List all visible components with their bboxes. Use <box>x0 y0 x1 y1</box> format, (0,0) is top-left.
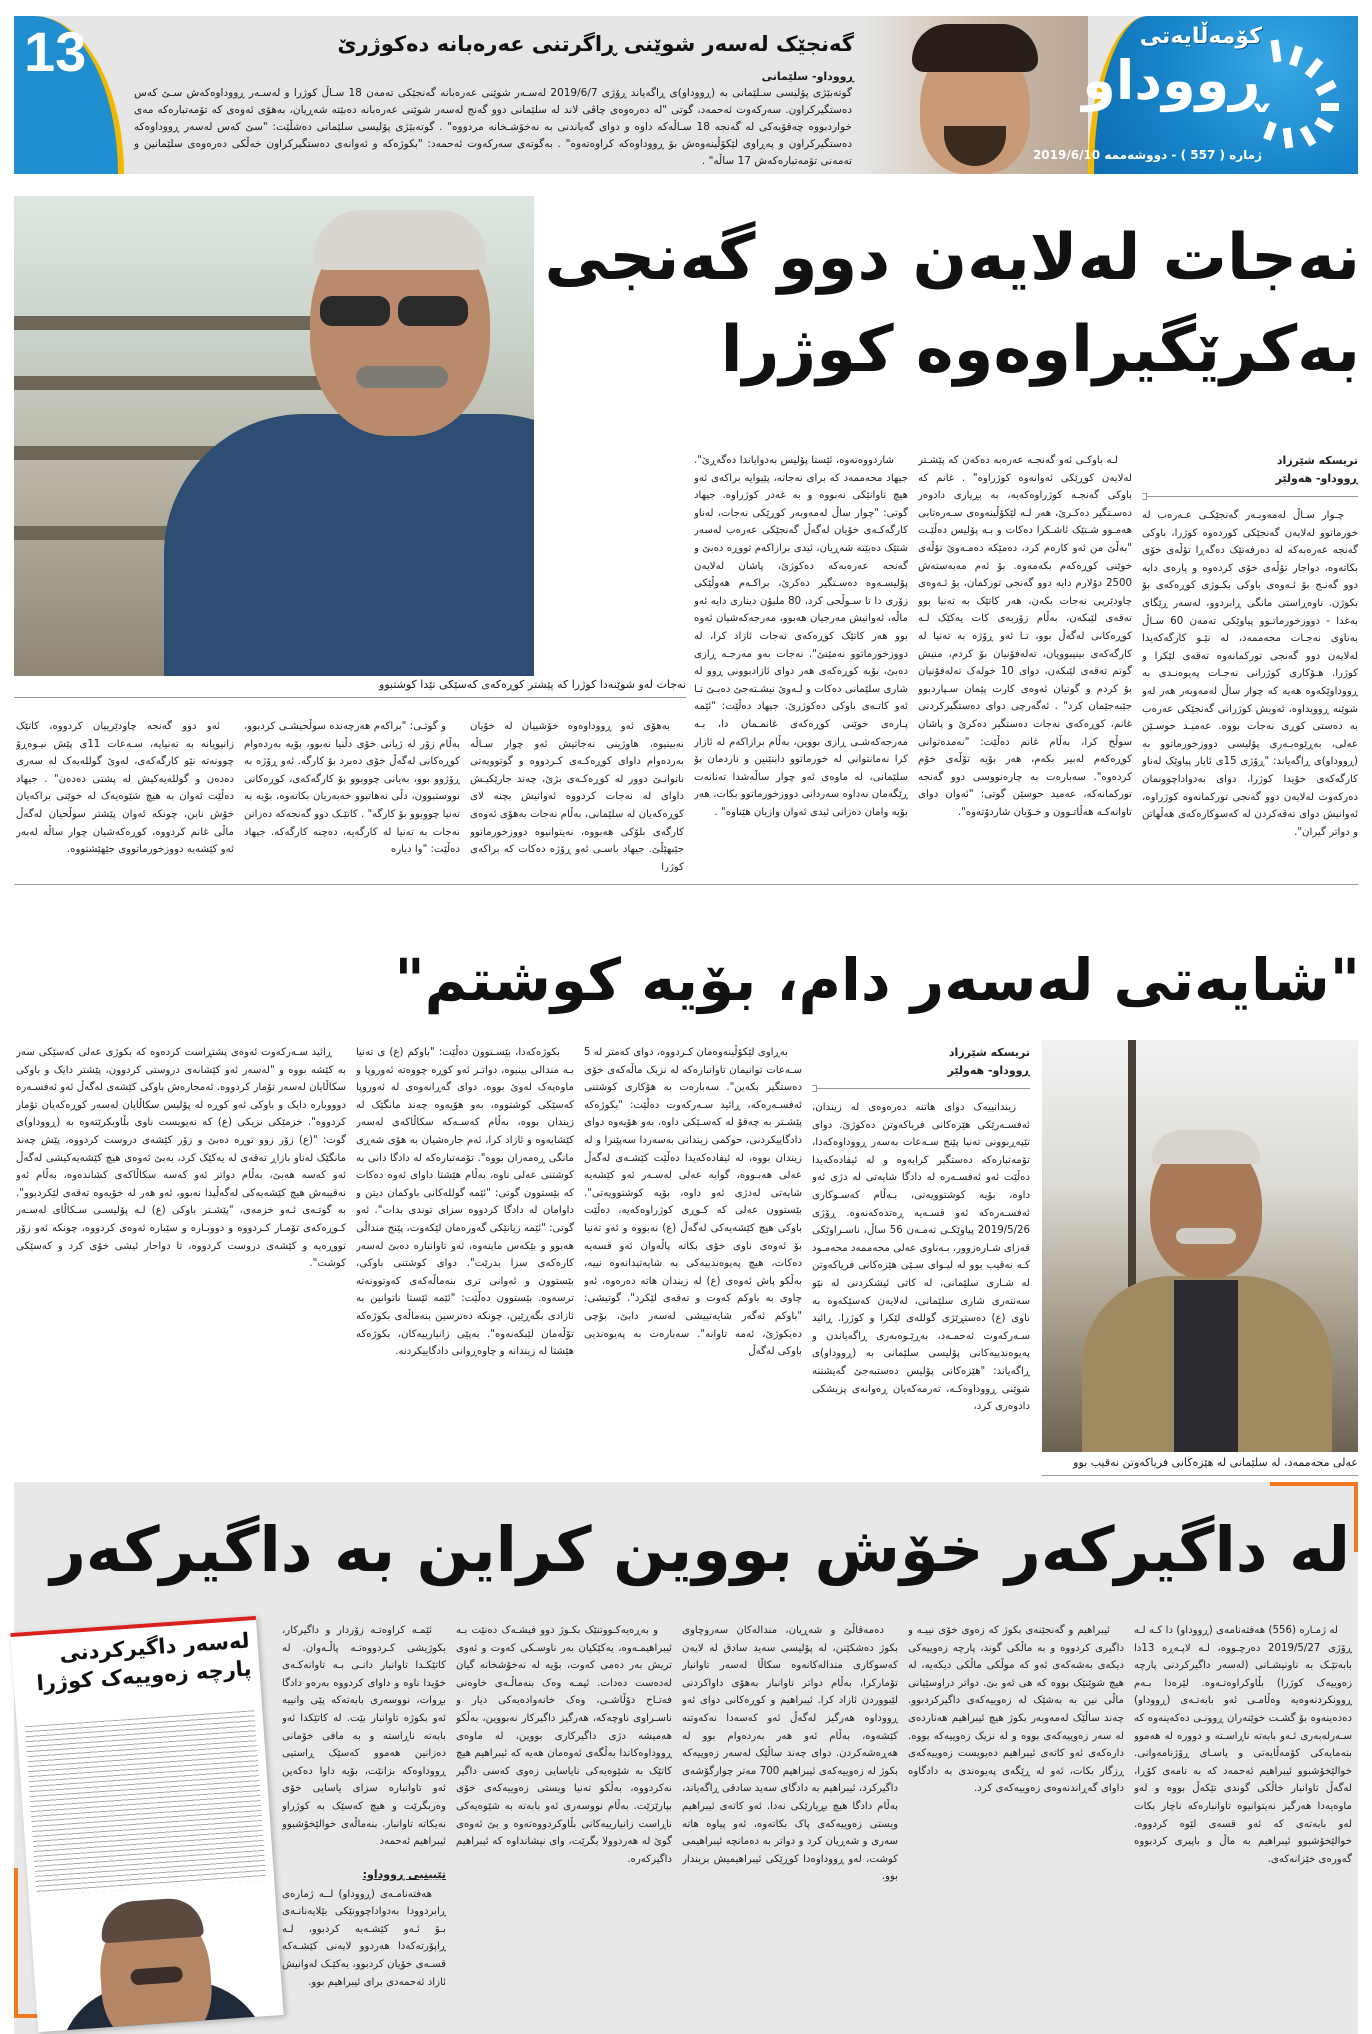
article2-photo-caption: عەلی محەممەد، لە سلێمانی لە هێزەکانی فریاکەوتن نەقیب بوو <box>1042 1456 1358 1476</box>
article3-text: ئیبراهیم و گەنجێنەی بکوژ کە زەوی خۆی نییـە و داگیری کردووە و بە ماڵکی گوند، پارچە زەوییەکی دیکەی بەشەکەی ئەو کە موڵکی ماڵکی دیکەیە، لە هیچ شوێنێک بووە کە هی ئەو بێ. دواتر دراوسێیانی ماڵی نین بە بەشێک لە زەوییەکەی داگیرکردبوو. چەند ساڵێک لەمەوبەر بکوژ هیچ ئیبراهیم هەناردەی لە سەر زەوییەکەی بووە و لە نزیک زەوییەکە بووە. دارەکەی ئەو کاتەی ئیبراهیم دەیویست زەوییەکەی ڕزگار بکات، ئەو لە ڕێگەی پەیوەندی بە دادگاوە داوای گەڕاندنەوەی زەوییەکەی کرد. <box>908 1625 1124 1795</box>
photo-shirt <box>1174 1280 1238 1452</box>
article3-column-3 <box>682 1622 898 2026</box>
article1-headline-line1: نەجات لەلایەن دوو گەنجی <box>544 221 1360 295</box>
photo-mustache <box>1176 1228 1236 1244</box>
article3-text: ئێمـە کراوەتـە زۆردار و داگیرکار، بکوژیشی کـردووەتـە پاڵـەوان. لە کاتێکـدا تاوانبار دانـی بـە تاوانەکـەی خۆیدا ناوە و داوای کردووە بەرەو دادگا بڕوات، نووسەری بابەتەکە پێی وانییە ئەو بکوژە تاوانبار بێت. لە کاتێکدا ئەو بابەتە ناڕاستە و بە مافی خۆمانی دەزانین هەموو کەسێک ڕاستیی ڕووداوەکە بزانێت، بۆیە داوا دەکەین ئەو تاوانبارە سزای یاسایی خۆی وەربگرێت و هیچ کەسێک بە کوژراو نەیکاتە تاوانبار. بنەماڵەی خوالێخۆشبوو ئیبراهیم ئەحمەد <box>282 1625 446 1848</box>
article2-column-4 <box>16 1044 346 1464</box>
photo-bench <box>14 376 344 390</box>
article3-text: دەمەقاڵێ و شەڕیان، مندالەکان سەروچاوی بکوژ دەشکێنن، لە پۆلیسی سەید سادق لە لایەن کەسوکاری مندالەکانەوە سکاڵا لەسەر تاوانبار تۆمارکرا، بەڵام دواتر تاوانبار بەهۆی داواکردنی لێبووردن ئازاد کرا. ئیبراهیم و کوڕەکانی دوای ئەو ڕووداوە هەرگیز لەگەڵ ئەو کەسەدا نەکەوتنە کێشەوە، بەڵام ئەو هەر بەردەوام بوو لە هەڕەشەکردن. دوای چەند ساڵێک لەسەر زەوییەکە بکوژ لە زەوییەکەی ئیبراهیم 700 مەتر چوارگۆشەی داگیرکرد، ئیبراهیم بە دادگای سەید سادقی ڕاگەیاند، بەڵام دادگا هیچ بڕیارێکی نەدا. ئەو کاتەی ئیبراهیم ویستی زەوییەکەی پاک بکاتەوە، ئەو پیاوە هاتە سەری و شەڕیان کرد و دواتر بە دەمانچە ئیبراهیمی کوشت، لەو ڕووداوەدا کوڕێکی ئیبراهیمیش بریندار بوو. <box>682 1625 898 1883</box>
article2-photo-ali <box>1042 1040 1358 1452</box>
previous-article-clipping <box>10 1616 283 2032</box>
page-number-tab <box>14 16 124 174</box>
article2-text: بەڕاوی لێکۆڵینەوەمان کـردووە، دوای کەمتر لە 5 سـەعات توانیمان تاوانبارەکە لە نزیک ماڵەکەی خۆی دەستگیر بکەین". سەبارەت بە هۆکاری کوشتنی ئەفسـەرەکە، ڕائید سـەرکەوت دەڵێت: "بکوژەکە پێشـتر بە چەقۆ لە کەسـێکی داوە، بەو هۆیەوە دوای دادگاییکردنی، حوکمی زیندانی بەسەردا سەپێنرا و لە زیندان بووە، لە ئیفادەکەیدا دەڵێت کێشـەی لەگەڵ عەلی هەبـووە، گوایە عەلی لەسـەر ئەو کێشەیە شایەتی لەدژی ئەو داوە، بۆیە کوشتوویەتی". بێستوون عەلی کە کـوڕی کوژراوەکەیە، دەڵێت باوکی هیچ کێشەیەکی لەگەڵ (ع) نەبووە و ئەو تەنیا بۆ ئەوەی ناوی خۆی بکاتە پاڵەوان ئەو قسەیە دەکات، هیچ پەیوەندییەکی بە شایەتیدانەوە نییە، بەڵکو پاش ئەوەی (ع) لە زیندان هاتە دەرەوە، ئەو چاوی بە باوکم کەوت و تەقەی لێکرد". گوتیشی: "باوکم ئەگەر شایەتییشی لەسەر دابێ، بۆچی دەیکوژێ، ئەمە تاوانە". سەبارەت بە پەیوەندیی باوکی لەگەڵ <box>584 1047 802 1358</box>
byline-divider <box>812 1088 1030 1089</box>
article1-column-4 <box>470 718 684 872</box>
article1-byline-name: تریسکە شێرزاد <box>1276 454 1358 467</box>
article3-text: لە ژمـارە (556) هەفتەنامەی (ڕووداو) دا کـە لـە ڕۆژی 2019/5/27 دەرچـووە، لـە لاپـەڕە 13دا بابەتێـک بە ناونیشـانی (لەسەر داگیرکردنی پارچە زەوییەک کوژرا) بڵاوکراوەتـەوە. لێرەدا بـەم ڕوونکردنەوەیە وەڵامـی ئەو بابەتـەی (ڕووداو) دەدەینەوە بۆ گشـت خوێنەران ڕوونـی دەکەینەوە کە سـەرلەبەری ئـەو بابەتە ناڕاسـتە و دوورە لە هەموو بنەمایەکی کۆمەڵایەتی و یاسـای ڕۆژنامەوانی. خوالێخۆشبوو ئیبراهیم ئەحمەد کە بە نامەی کۆڕا، لەگەڵ تاوانبار خاڵکی گوندی تێکەڵ بووە و لەو ماوەیەدا هەرگیز نەیتوانیوە تاوانبارەکە ناچار بکات لەو بابەتەی کە ئەو قسەی لێوە کردووە. خوالێخۆشبوو ئیبراهیم بە ماڵ و باپیری کردبووە گەورەی خێزانەکەی. <box>1134 1625 1352 1865</box>
article3-column-4 <box>456 1622 672 2026</box>
article1-headline-line2: بەکرێگیراوەوە کوژرا <box>720 313 1360 387</box>
photo-bench <box>14 316 314 330</box>
page-number: 13 <box>24 20 87 83</box>
article1-column-1 <box>1142 452 1358 872</box>
article3-column-1 <box>1134 1622 1352 2026</box>
article2-column-3 <box>356 1044 574 1464</box>
header-teaser-article <box>134 22 854 170</box>
article2-text: بکوژەکەدا، بێسـتوون دەڵێت: "باوکم (ع) ی تەنیا بـە مندالی بینیوە، دواتـر ئەو کوڕە چووەتە ئەوروپا و ماوەیەک لەوێ بووە. دوای گەڕانەوەی لە ئەوروپا کەسێکی کوشتووە، بەو هۆیەوە چەند مانگێک لە زیندان بووە، بەڵام کەسـەکە سکاڵاکەی لەسەر کێشایەوە و ئازاد کرا، ئەم جارەشیان بە هۆی شەڕی مانگی ڕەمەزان بووە". تۆمەتبارەکە لە دادگا دانی بە کوشتنی عەلی ناوە، بەڵام هێشتا داوای ئەوە دەکات کە بێستوون گوتی: "ئێمە گوللەکانی باوکمان دیتن و داوامان لە دادگا کردووە سزای توندی بدات". ئەو گوتی: "ئێمە زیانێکی گەورەمان لێکەوت، پێنج منداڵی هەبوو و بێکەس ماینەوە، ئەو تاوانبارە دەبێ لەسەر کارەکەی سزا بدرێت". دوای کوشتنی باوکی، بێستوون و ئەوانی تری بنەماڵەکەی کەوتوونەتە ترسەوە. بێستوون دەڵێت: "ئێمە ئێستا ناتوانین بە ئازادی بگەڕێین، چونکە دەترسین بنەماڵەی بکوژەکە تۆڵەمان لێبکەنەوە". بەپێی زانیارییەکان، بکوژەکە هێشتا لە زیندانە و چاوەڕوانی دادگاییکردنە. <box>356 1047 574 1358</box>
section-logo-panel <box>1032 16 1358 174</box>
photo-utility-pole <box>1128 1040 1136 1300</box>
section-divider <box>14 884 1358 885</box>
article3-column-5 <box>282 1622 446 1858</box>
article1-column-6 <box>16 718 234 872</box>
photo-hair <box>912 24 1038 72</box>
article1-photo-najat <box>14 196 534 676</box>
page-header-band <box>14 16 1358 174</box>
newspaper-logo-text: ڕووداو <box>1082 49 1266 112</box>
article2-column-1 <box>812 1044 1030 1464</box>
article2-text: زیندانییەک دوای هاتنە دەرەوەی لە زیندان، ئەفسـەرێکی هێزەکانی فریاکەوتن دەکوژێ. دوای تێپەڕبوونی تەنیا پێنج سـەعات بەسەر ڕووداوەکەدا، تۆمەتبارەکە دەستگیر کرایەوە و لە ئیفادەکەیدا دەڵێت ئەو ئەفسـەرە لە دادگا شایەتی لە دژی ئەو داوە، بۆیە کوشتوویەتی، بـەڵام کەسـوکاری ئەفسـەرەکە ئەو قسـەیە ڕەتدەکەنەوە. ڕۆژی 2019/5/26 پیاوێکـی تەمـەن 56 ساڵ، ناسـراوێکی قەزای شـارەزوور، بـەناوی عەلی محەممەد محەمـود کـە نەقیب بوو لە لیـوای سـێی هێزەکانی فریاکەوتن لە شـاری سلێمانی، لە کاتی ئیشکردنی لە نێو سەنتەری شاری سلێمانی، لەلایەن کەسێکەوە بە ناوی (ع) دەستڕێژی گوللەی لێکرا و کوژرا. ڕائید سـەرکەوت ئەحمـەد، بەڕێـوەبەری ڕاگەیاندن و پەیوەندییەکانی پۆلیسی سلێمانی بە (ڕووداو)ی ڕاگەیاند: "هێزەکانی پۆلیس دەستبەجێ گەیشتنە شوێنی ڕووداوەکـە، تەرمەکەیان ڕەوانەی پزیشکی دادوەری کرد، <box>812 1102 1030 1413</box>
article1-byline-place: ڕووداو- هەولێر <box>1275 472 1358 485</box>
teaser-byline: ڕووداو- سلێمانی <box>761 70 854 83</box>
article3-headline: لە داگیرکەر خۆش بووین کراین بە داگیرکەر <box>50 1513 1350 1586</box>
sunburst-logo-icon <box>1258 38 1350 150</box>
photo-hair <box>314 210 486 270</box>
article2-headline: "شایەتی لەسەر دام، بۆیە کوشتم" <box>394 946 1360 1014</box>
byline-divider <box>1142 496 1358 497</box>
article1-text: و گوتـی: "براکەم هەرچەندە سوڵحیشـی کردبوو، بەڵام زۆر لە ژیانی خۆی دڵنیا نەبوو، بۆیە بەردەوام کوڕەکانی لەگەڵ خۆی دەبرد بۆ کارگە. ئەو ڕۆژە بە ڕۆژوو بوو، بەیانی چووبوو بۆ کارگەکەی، کوڕەکانی نووستبوون، دڵی نەهاتبوو خەبەریان بکاتەوە، بۆیە بە تەنیا چووبوو بۆ کارگە" . کاتێـک دوو گەنجەکە دەزانن نەجات بە تەنیا لە کارگەیە، دەچنە کارگەکە. جیهاد دەڵێت: "وا دیارە <box>244 721 460 856</box>
article1-column-3 <box>694 452 908 872</box>
article2-byline-place: ڕووداو- هەولێر <box>947 1064 1030 1077</box>
article3-column-2 <box>908 1622 1124 2026</box>
teaser-title: گەنجێک لەسەر شوێنی ڕاگرتنی عەرەبانە دەکوژرێ <box>337 32 854 56</box>
article1-photo-caption: نەجات لەو شوێنەدا کوژرا کە پێشتر کوڕەکەی کەسێکی تێدا کوشتبوو <box>14 678 686 698</box>
photo-shirt <box>164 414 534 676</box>
photo-sunglasses <box>320 296 480 328</box>
teaser-body: گوتەبێژی پۆلیسی سـلێمانی بە (ڕووداو)ی ڕاگەیاند ڕۆژی 2019/6/7 لەسـەر شوێنی عەرەبانە گەنجێکی تەمەن 18 سـاڵ کوژرا و لەسـەر ڕووداوەکەش سـێ کەس دەستگیرکراون. سەرکەوت ئەحمەد، گوتی "لە دەرەوەی چاڤی لاند لە سلێمانی دوو گەنج لەسەر شوێنی عەرەبانە دەبێتە شەڕیان، بەهۆی ئەوەی کە تۆمەتبارەکە مەی خواردبووە چەقۆیەکی لە گەنجە 18 سـاڵەکە داوە و دوای گەیاندنی بە نەخۆشـخانە مردووە" . گوتەبێژی پۆلیسی سلێمانی دەشڵێت: "سێ کەس لەسەر ڕووداوەکە دەستگیرکراون و پەڕاوی لێکۆڵینەوەش بۆ ڕووداوەکە کراوەتەوە" . بەگوتەی سەرکەوت ئەحمەد: "بکوژەکە و ئەوانەی دەستگیرکراون خەڵکی دەرەوەی سلێمانین و تەمەنی تۆمەتبارەکەش 17 ساڵە" . <box>134 87 853 167</box>
section-name: کۆمەڵایەتی <box>1139 24 1262 49</box>
clipping-title: لەسەر داگیرکردنی پارچە زەوییەک کوژرا <box>35 1628 253 1696</box>
clipping-text-lines <box>25 1710 266 1896</box>
note-title: تێبینیی ڕووداو: <box>362 1868 446 1881</box>
article1-text: ئەو دوو گەنجە چاودێرییان کردووە، کاتێک زانیویانە بە تەنیایە، سـەعات 11ی پێش نیـوەڕۆ چوونەتە نێو کارگەکەی، لەوێ گوللەیەک لە سەری دەدەن و گوللەیەکیش لە پشتی دەدەن" . جیهاد دەڵێت ئەوان بە هیچ شێوەیەک لە خوێنی براکەیان خۆش نابن، چونکە ئەوان پێشتر سوڵحیان لەگەڵ ماڵی غانم کردووە، کوڕەکەشیان چوار ساڵە لەبەر ئەو کێشەیە دووزخورماتووی جێهێشتووە. <box>16 721 234 856</box>
article1-column-5 <box>244 718 460 872</box>
clipping-photo-hair <box>99 1896 204 1943</box>
rudaw-note-box <box>282 1866 446 2026</box>
article2-text: ڕائید سـەرکەوت ئەوەی پشتڕاست کردەوە کە بکوژی عەلی کەسێکی سەر بە کێشە بووە و "لەسەر ئەو کێشانەی دروستی کردوون، پێشتر دایک و باوکی سکاڵایان لەسەر تۆمار کردووە. ئەمجارەش باوکی کێشەی لەگەڵ ئەو ئەفسـەرە دوووبارە دایک و باوکی ئەو کوڕە لە پۆلیس سکاڵایان لەسەر کوڕەکەیان تۆمار کردووە". خزمێکی نزیکی (ع) کە نەیویست ناوی بڵاوبکرێتەوە بە (ڕووداو)ی گوت: "(ع) زۆر زوو توڕە دەبێ و زۆر کێشەی دروست کردووە، پێش چەند مانگێک لەناو بازاڕ تەقەی لە یەکێک کرد، بەبێ ئەوەی هیچ کێشەیەکیشی لەگەڵ ئەو کەسە هەبێ، بەڵام دواتر ئەو کەسە سکاڵاکەی کشاندەوە، بەڵام ئەو نەقیبەش هیچ کێشەیەکی لەگەڵیدا نەبوو، ئەو هەر لە خۆیەوە تەقەی لێکردبوو". بە گوتـەی ئـەو خزمەی، "پێشـتر باوکی (ع) لـە پۆلیسـی سـکاڵای لەسـەر کـوڕەکەی تۆمـار کـردووە و دووبـارە و سێبارە ئەوەی کردووە، چونکە ئەو زۆر تووڕەیە و کێشەی دروست کردووە، تا دواجار ئیشی خۆی کرد و کەسێکی کوشت". <box>16 1047 346 1270</box>
article2-column-2 <box>584 1044 802 1464</box>
article1-text: شاردووەتەوە، ئێستا پۆلیس بەدوایاندا دەگەڕێ". جیهاد محەممەد کە برای نەجاتە، پێیوایە براکەی ئەو هیچ تاوانێکی نەبووە و بە غەدر کوژراوە. جیهاد گوتی: "چوار ساڵ لەمەوبەر کوڕێکی نەجات، لەناو کارگەکـەی خۆیان لەگەڵ گەنجێکی عەرەب لەسەر شتێک دەبێتە شەڕیان، ئیدی برازاکەم تووڕە دەبێ و گەنجە عەرەبەکە دەکوژێ، پاشان لەلایەن پۆلیسـەوە دەسـتگیر دەکرێ، براکـەم هەوڵێکی زۆری دا تا سـوڵحی کرد، 80 ملیۆن دیناری دایە ئەو ماڵە، ئەوانیش مەرجیان هەبوو، مەرجەکەشیان ئەوە بوو هەر کاتێک کوڕەکەی نەجات ئازاد کرا، لە دووزخورماتوو نەمێنێ". نەجات بەو مەرجـە ڕازی دەبێ، بۆیە کوڕەکەی هەر دوای ئازادبوونی ڕوو لە شاری سلێمانی دەکات و لـەوێ نیشـتەجێ دەبـێ تـا ئەو کاتـەی باوکی دەکوژرێ. جیهاد دەڵێت: "ئێمە پـارەی خوێنی کوڕەکەی غانمـمان دا، بـە مەرجەکەشـی ڕازی بووین، بەڵام برازاکەم لە ئازار کرا نەمانتوانی لە خورماتوو دابنێنین و ناردمان بۆ سلێمانی، لە ماوەی ئەو چوار ساڵەشدا تەنانەت ڕێگەمان نەداوە سەردانی دووزخورماتوو بکات، هەر بۆیە وامان دەزانی ئیدی ئەوان وازیان هێناوە" . <box>694 455 908 818</box>
article3-text: و بەڕەیەکـووتنێک بکـوژ دوو فیشـەک دەنێت بـە ئیبراهیمـەوە، یەکێکیان بەر ناوسـکی کەوت و ئەوی تریش بەر دەمی کەوت، بۆیە لە نەخۆشخانە گیان لەدەست دەدات. ئیمـە وەک بنەماڵـەی خاوەنی فەتـاح دۆڵاشـی، وەک خانەوادەیەکی دیار و ناسـراوی ناوچەکە، هەرگیز داگیرکار نەبووین، بەڵکو هەمیشە دژی داگیرکاری بووین، لە ماوەی ڕووداوەکاندا بەڵگەی ئەوەمان هەیە کە ئیبراهیم هیچ کاتێک بە شێوەیەکی نایاسایی زەوی کەسی داگیر نەکردووە، بەڵکو تەنیا ویستی زەوییەکەی خۆی بپارێزێت. بەڵام نووسەری ئەو بابەتە بە شێوەیەکی ناڕاست زانیارییەکانی بڵاوکردووەتەوە و بێ ئەوەی گوێ لە هەردوولا بگرێت، وای نیشانداوە کە ئیبراهیم داگیرکەرە. <box>456 1625 672 1865</box>
article1-headline <box>520 212 1360 396</box>
photo-mustache <box>356 366 448 388</box>
article1-text: بەهۆی ئەو ڕووداوەوە خۆشییان لە خۆیان نەبینیوە، هاوژینی نەجاتیش ئەو چوار سـاڵە بەردەوام داوای کوڕەکـەی کـردووە و گوتوویەتی ناتوانـێ دوور لە کوڕەکـەی بژێ، چەند جارێکیـش داوای لە نەجات کردووە ئەوانیش بچنە لای کوڕەکەیان لە سلێمانی، بەڵام نەجات بەهۆی ئەوەی کارگەی بلۆکی هەبووە، نەیتوانیوە دووزخورماتوو جێبهێڵێ. جیهاد باسـی ئەو ڕۆژە دەکات کە براکەی کوژرا <box>470 721 684 872</box>
photo-hair <box>1152 1130 1260 1164</box>
article1-column-2 <box>918 452 1132 872</box>
note-body: هەفتەنامـەی (ڕووداو) لــە ژمارەی ڕابردوودا بەدواداچوونێکی بێلایەنانـەی بـۆ ئـەو کێشـەیە کردبوو، لـە ڕاپۆرتەکەدا هەردوو لایەنی کێشـەکە قسـەی خۆیان کردبوو، یەکێـک لەوانیش ئازاد ئەحمەدی برای ئیبراهیم بوو. <box>282 1888 446 1988</box>
article1-text: لـە باوکـی ئەو گەنجـە عەرەبە دەکەن کە پێشـتر لەلایەن کوڕێکی ئەوانەوە کوژراوە" . غانم کە باوکی گەنجـە کوژراوەکەیە، بە بڕیاری دادوەر دەسـتگیر دەکـرێ، هەر لـە لێکۆڵینەوەی سـەرەتایی هەمـوو شـتێک ئاشـکرا دەکات و بـە پۆلیس دەڵێـت "بەڵێ من ئەو کارەم کرد، دەمێکە دەمـەوێ تۆڵەی خوێنی کوڕەکەم بکەمەوە. بۆ ئەم مەبەستەش 2500 دۆلارم دایە دوو گەنجی تورکمان، بۆ ئـەوەی چاودێریی نەجات بکەن، هەر کاتێک بە تەنیا بوو تەقەی لێبکەن، بەڵام زۆربەی کات یەکێک لـە کوڕەکانی لەگەڵ بوو، تـا ئەو ڕۆژە بە تەنیا لە کارگەکەی بینیبوویان، تەلەفۆنیان بۆ کردم، منیش گوتم تەقەی لێبکەن، دوای 10 خولەک تەلەفۆنیان بۆ کردم و گوتیان ئەوەی کارت پێمان سـپاردبوو جێبەجێمان کرد" . ئەگەرچی دوای دەستگیرکردنی غانم، کوڕەکەی نەجات دەستگیر دەکرێ و پاشان سوڵح کرا، بەڵام غانم دەڵێت: "نەمدەتوانی کوڕەکەم لەبیر بکەم، هەر بۆیە تۆڵەی خۆم کردەوە". سەبارەت بە چارەنووسی دوو گەنجە تورکمانەکە، عەمید حوسێن گوتی: "ئەوان دوای تاوانەکـە هەڵاتـوون و خـۆیان شاردۆتەوە". <box>918 455 1132 818</box>
article2-byline-name: تریسکە شێرزاد <box>948 1046 1030 1059</box>
issue-date-line: ژمارە ( 557 ) - دووشەممە 2019/6/10 <box>1032 148 1262 162</box>
article1-text: چـوار سـاڵ لەمەوبـەر گەنجێکـی عـەرەب لە خورماتوو لەلایەن گەنجێکی کوردەوە کوژرا، باوکی گەنجە عەرەبەکە لە دەرفەتێک دەگەڕا تۆڵەی خۆی بکاتەوە، دواجار تۆڵەی خۆی کردەوە و پارەی دایە دوو گەنـج بۆ ئـەوەی باوکی بکـوژی کوڕەکەی بۆ بکوژن. ناوەڕاستی مانگی ڕابردوو، لەسەر ڕێگای بەغدا - دووزخورماتـوو پیاوێکی تەمەن 60 سـاڵ بەناوی نەجـات محەممەد، لە نێـو کارگەکەیدا لەلایەن دوو گەنجی تورکمانەوە تەقەی لێکرا و کوژرا. هـۆکاری کوژرانی نەجـات پەیوەنـدی بە ڕووداوێکەوە هەیە کە چوار ساڵ لەمەوبەر هەر لەو شوێنە ڕوویداوە، ئەویش کوژرانی گەنجێکی عەرەب بە دەستی کوڕی نەجات بووە. عەمیـد حوسـێن عەلی، بەڕێوەبـەری پۆلیسی دووزخورماتوو بە (ڕووداو)ی ڕاگەیاند: "ڕۆژی 15ی ئایار پیاوێک لەناو کارگەکەی خۆیدا کوژرا، دوای بەدواداچوونمان دەرکەوت لەلایەن دوو گەنجی تورکمانەوە کوژراوە، ئەوانیش دوای تەقەکردن لە کەسوکارەکەی هەڵهاتن و دواتر گیران". <box>1142 510 1358 838</box>
